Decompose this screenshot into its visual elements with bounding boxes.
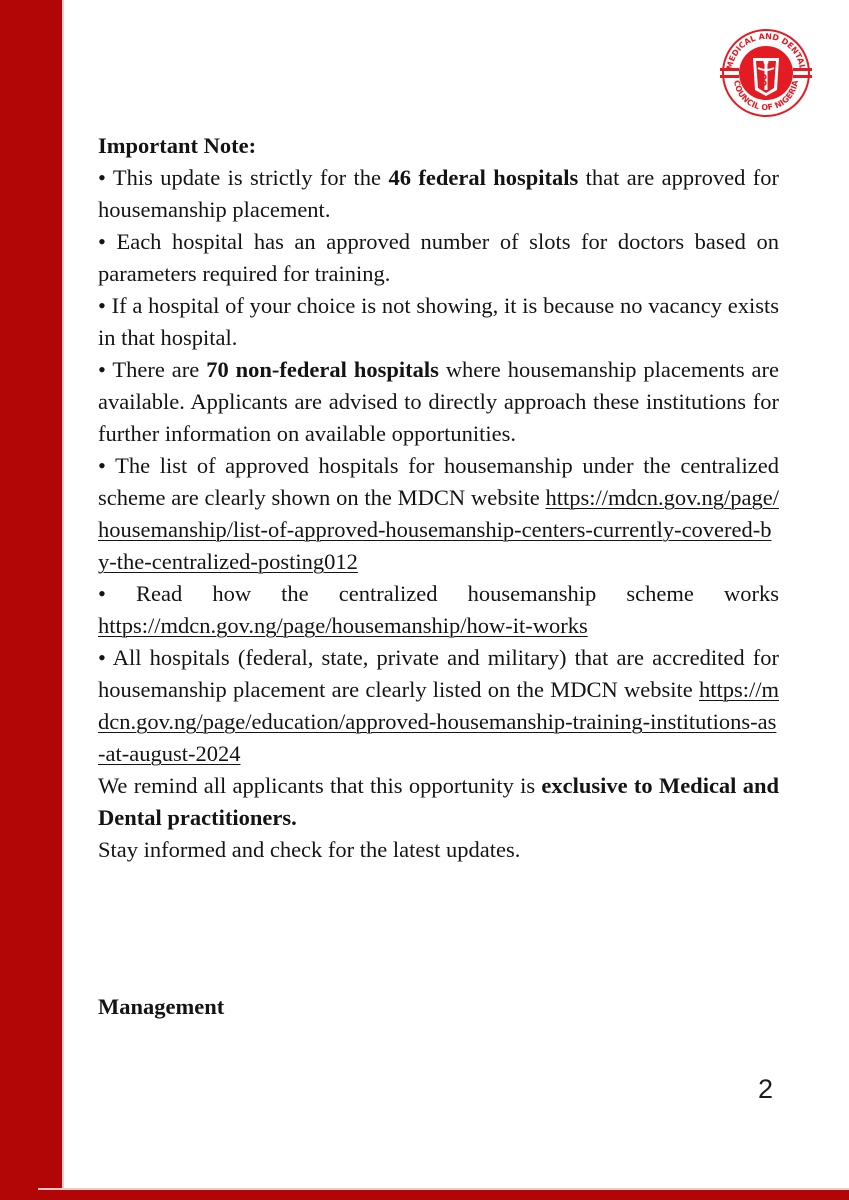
bullet-non-federal-hospitals bbox=[98, 354, 779, 450]
accredited-institutions-link[interactable]: https://mdcn.gov.ng/page/education/approved-housemanship-training-institutions-as-at-august-2024 bbox=[98, 677, 779, 766]
bullet-no-vacancy: • If a hospital of your choice is not showing, it is because no vacancy exists in that hospital. bbox=[98, 293, 779, 350]
bullet-federal-hospitals bbox=[98, 162, 779, 226]
bullet-slots: • Each hospital has an approved number of slots for doctors based on parameters required for training. bbox=[98, 229, 779, 286]
bullet-text: • Read how the centralized housemanship scheme works bbox=[98, 581, 779, 606]
bullet-approved-list bbox=[98, 450, 779, 578]
bullet-bold-text: 46 federal hospitals bbox=[388, 165, 579, 190]
bullet-text: that are approved for housemanship placement. bbox=[98, 165, 779, 222]
mdcn-seal-logo-icon bbox=[720, 28, 812, 118]
reminder-text: We remind all applicants that this opportunity is bbox=[98, 773, 542, 798]
notice-body bbox=[98, 130, 779, 866]
bullet-text: • The list of approved hospitals for housemanship under the centralized scheme are clearly shown on the MDCN website bbox=[98, 453, 779, 510]
signoff-management: Management bbox=[98, 994, 225, 1019]
bullet-all-hospitals bbox=[98, 642, 779, 770]
red-bottom-band bbox=[0, 1190, 849, 1200]
reminder-paragraph bbox=[98, 770, 779, 834]
bullet-text: • There are bbox=[98, 357, 207, 382]
page-number: 2 bbox=[758, 1074, 774, 1104]
bullet-text: • This update is strictly for the bbox=[98, 165, 389, 190]
how-it-works-link[interactable]: https://mdcn.gov.ng/page/housemanship/how-it-works bbox=[98, 613, 588, 638]
approved-centers-link[interactable]: https://mdcn.gov.ng/page/housemanship/list-of-approved-housemanship-centers-currently-covered-by-the-centralized-posting012 bbox=[98, 485, 779, 574]
bullet-text: where housemanship placements are available. Applicants are advised to directly approach these institutions for further information on available opportunities. bbox=[98, 357, 779, 446]
important-note-heading: Important Note: bbox=[98, 133, 257, 158]
bullet-bold-text: 70 non-federal hospitals bbox=[206, 357, 439, 382]
bullet-how-it-works bbox=[98, 578, 779, 642]
bullet-text: • All hospitals (federal, state, private and military) that are accredited for housemanship placement are clearly listed on the MDCN website bbox=[98, 645, 779, 702]
closing-line: Stay informed and check for the latest updates. bbox=[98, 837, 521, 862]
sidebar-edge-line bbox=[62, 0, 64, 1190]
red-sidebar-band bbox=[0, 0, 62, 1200]
logo-top-text: MEDICAL AND DENTAL bbox=[725, 31, 807, 71]
logo-bottom-text: COUNCIL OF NIGERIA bbox=[732, 79, 800, 113]
reminder-bold-text: exclusive to Medical and Dental practitioners. bbox=[98, 773, 779, 830]
